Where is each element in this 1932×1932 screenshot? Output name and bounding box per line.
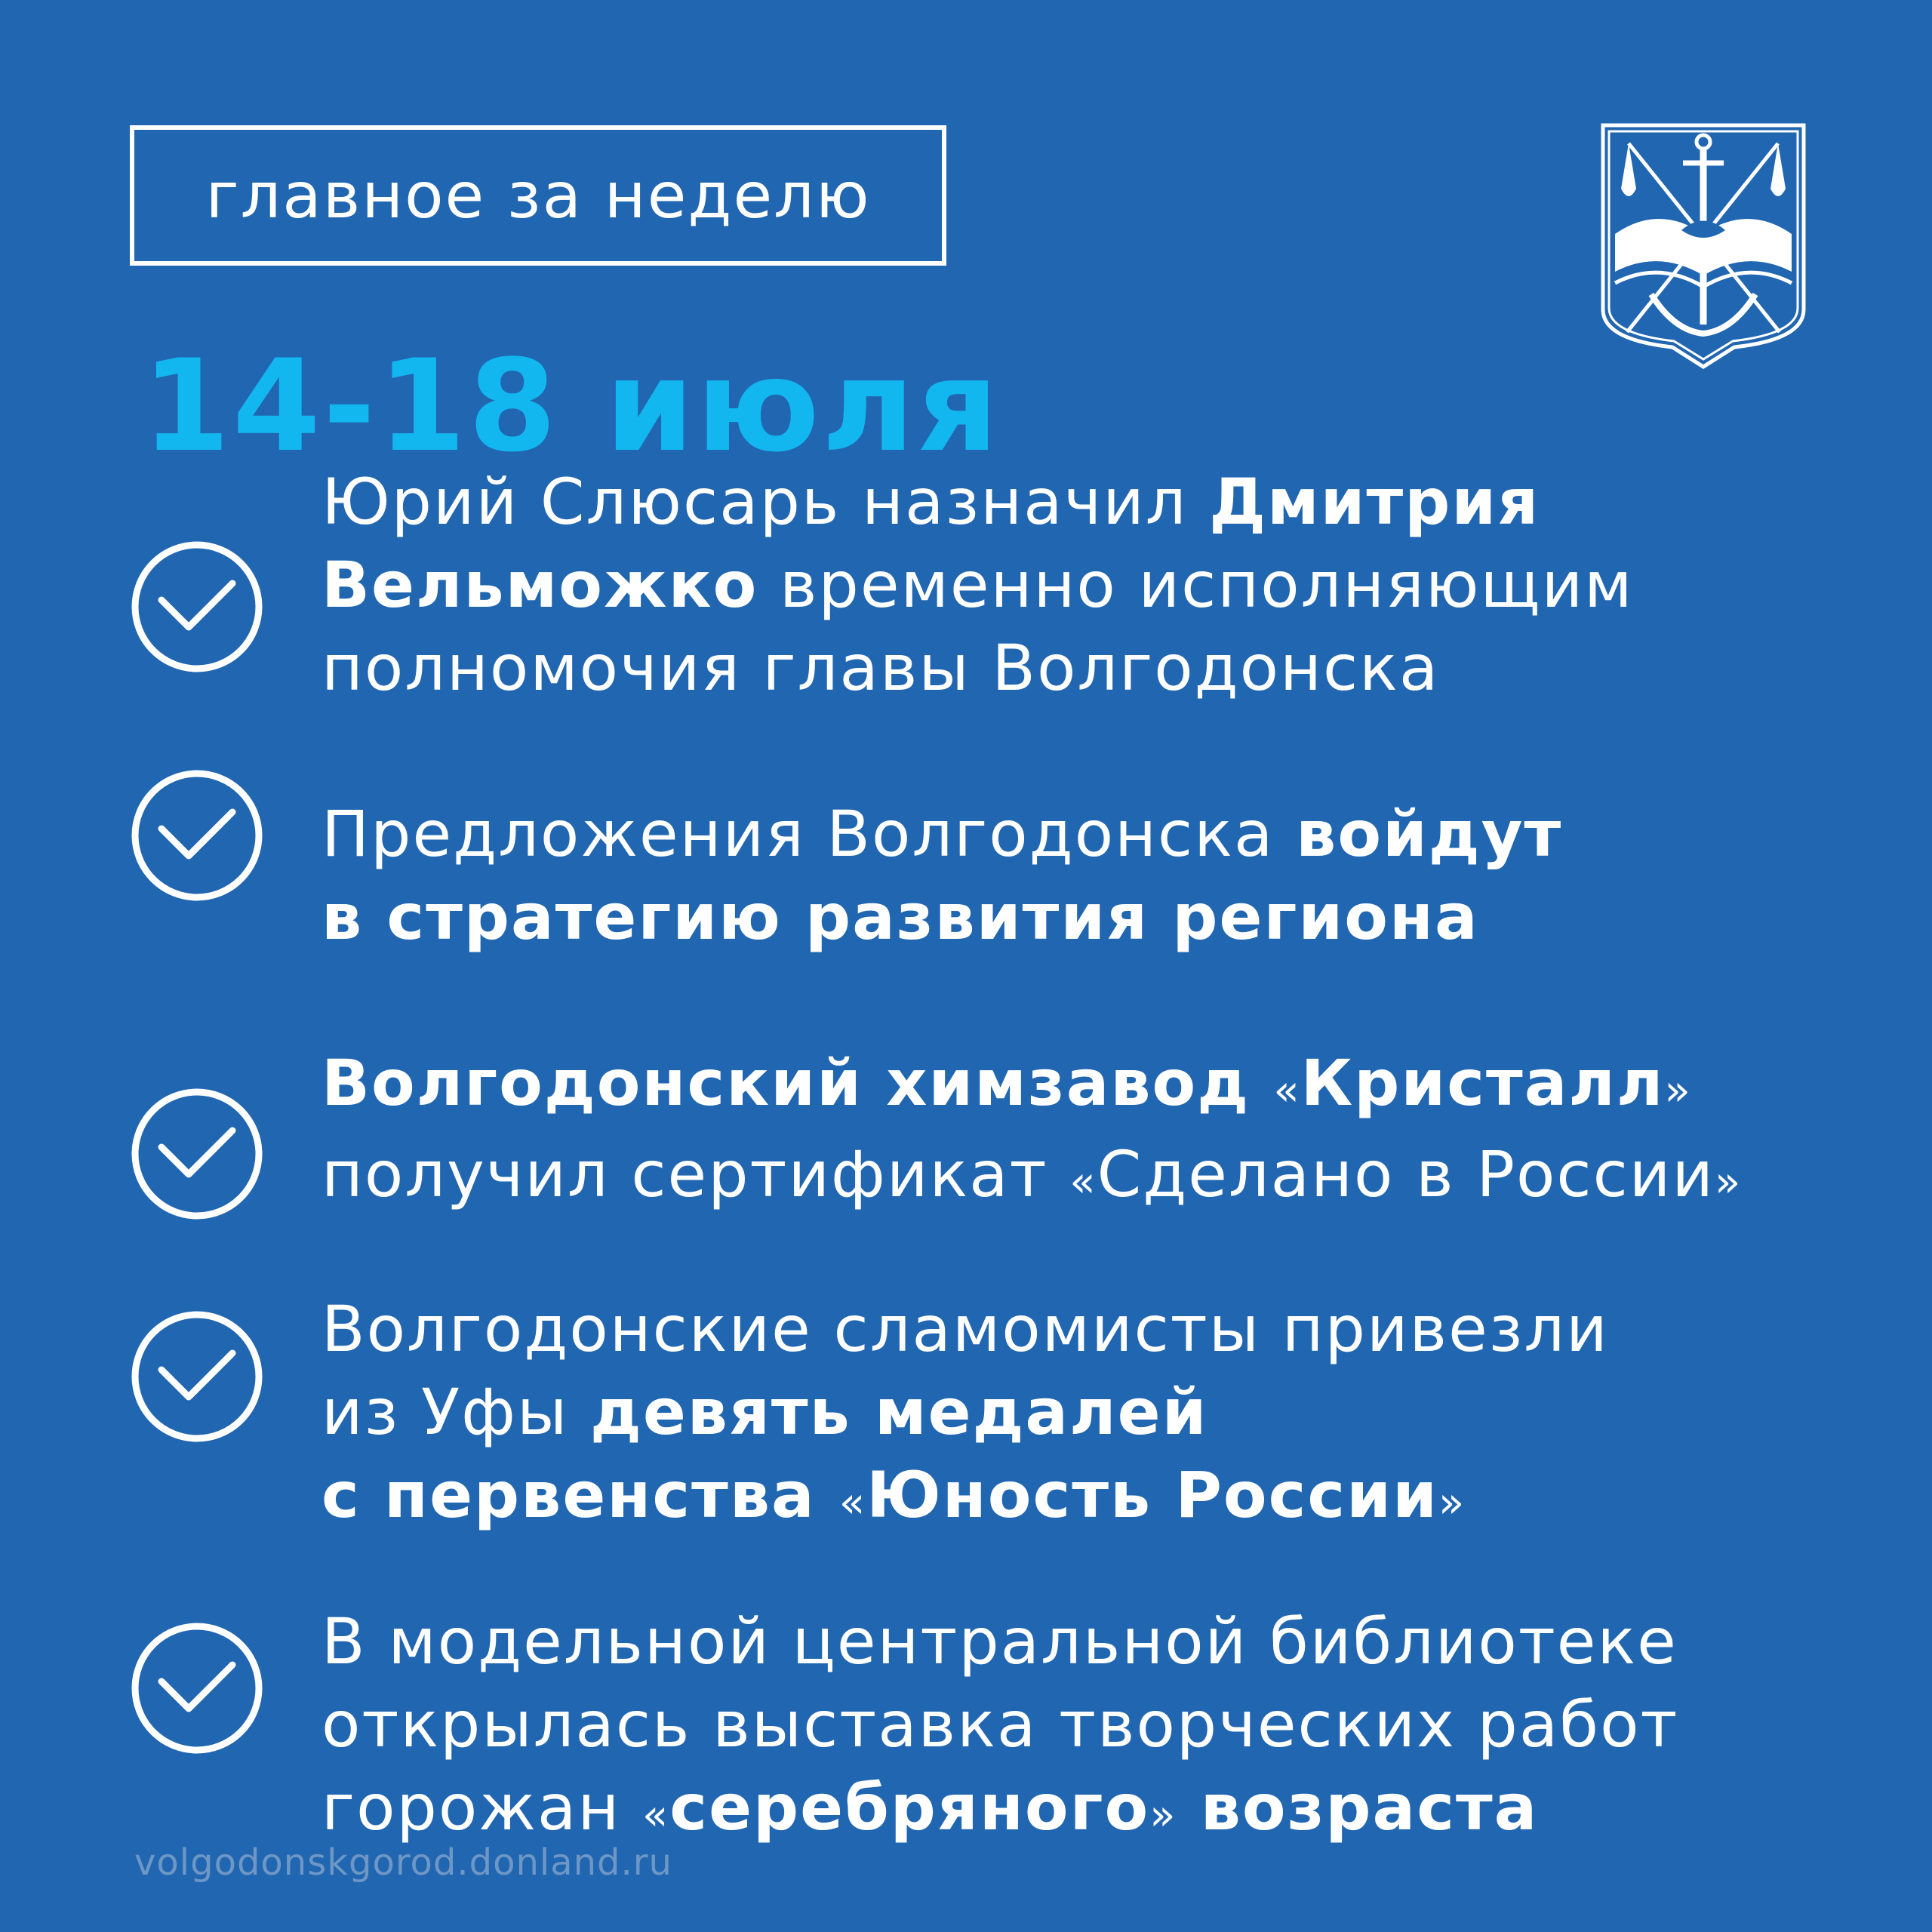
- check-circle-icon: [130, 1621, 264, 1755]
- footer-url: volgodonskgorod.donland.ru: [134, 1841, 672, 1884]
- header-title-box: [130, 125, 946, 266]
- news-item-text: Предложения Волгодонска войдут в стратегию развития региона: [321, 797, 1563, 954]
- check-circle-icon: [130, 540, 264, 674]
- news-item-text: Волгодонские сламомисты привезли из Уфы девять медалей с первенства «Юность России»: [321, 1292, 1609, 1532]
- header-title: главное за неделю: [205, 158, 871, 232]
- check-circle-icon: [130, 768, 264, 903]
- check-circle-icon: [130, 1309, 264, 1444]
- news-item-text: В модельной центральной библиотеке открылась выставка творческих работ горожан «серебряного» возраста: [321, 1604, 1679, 1844]
- date-range: 14-18 июля: [142, 332, 1001, 480]
- news-item-text: Волгодонский химзавод «Кристалл» получил сертификат «Сделано в России»: [321, 1046, 1743, 1211]
- news-item-text: Юрий Слюсарь назначил Дмитрия Вельможко временно исполняющим полномочия главы Волгодонска: [321, 465, 1634, 705]
- volgodonsk-coat-of-arms-icon: [1598, 121, 1808, 370]
- check-circle-icon: [130, 1087, 264, 1221]
